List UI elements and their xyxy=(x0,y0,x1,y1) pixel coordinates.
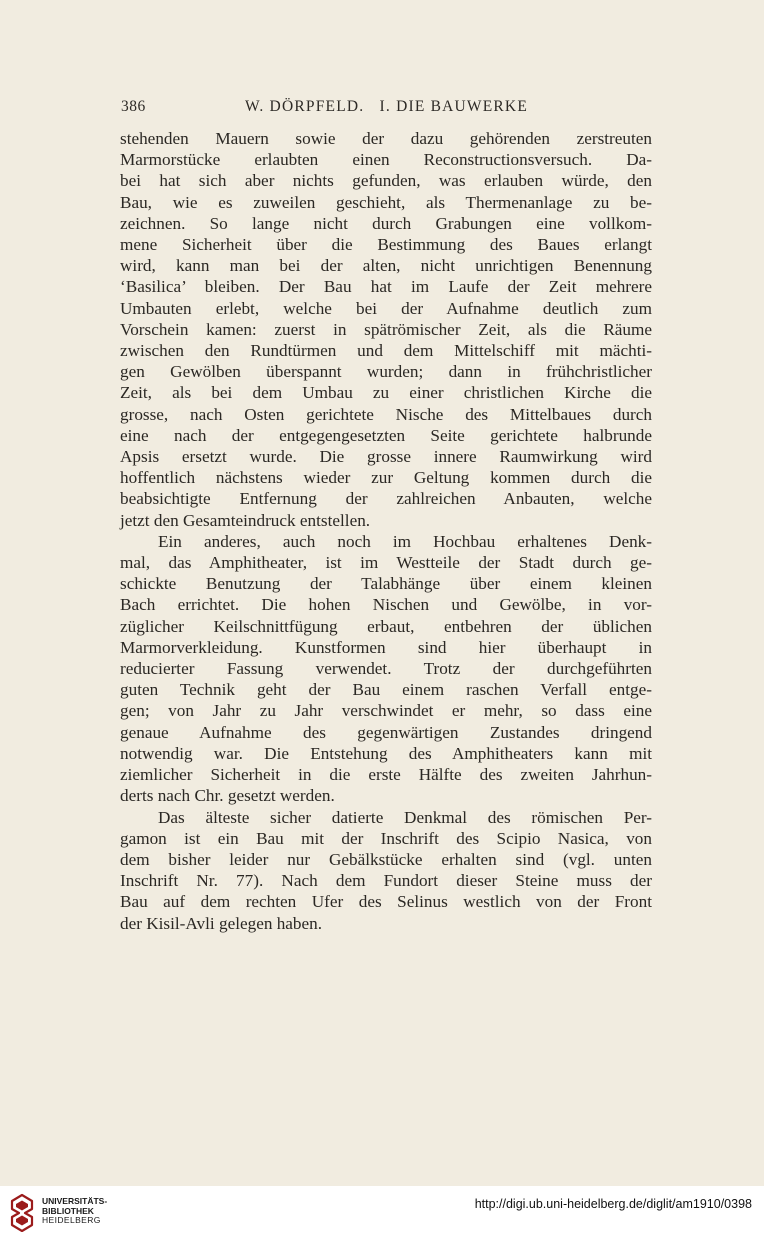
running-title: W. DÖRPFELD. I. DIE BAUWERKE xyxy=(245,98,528,115)
library-name-line-2: BIBLIOTHEK xyxy=(42,1205,94,1216)
text-line: Ein anderes, auch noch im Hochbau erhaltenes Denk- xyxy=(158,531,652,551)
text-line: stehenden Mauern sowie der dazu gehörenden zerstreuten xyxy=(120,129,652,148)
text-line: gen; von Jahr zu Jahr verschwindet er mehr, so dass eine xyxy=(120,701,652,721)
text-line: Bau, wie es zuweilen geschieht, als Thermenanlage zu be- xyxy=(120,192,652,212)
text-line: grosse, nach Osten gerichtete Nische des Mittelbaues durch xyxy=(120,404,652,424)
running-head xyxy=(121,98,653,120)
paragraph xyxy=(120,128,652,531)
text-line: der Kisil-Avli gelegen haben. xyxy=(120,913,323,933)
text-line: beabsichtigte Entfernung der zahlreichen Anbauten, welche xyxy=(120,489,652,509)
text-line: schickte Benutzung der Talabhänge über einem kleinen xyxy=(120,574,652,594)
text-line: jetzt den Gesamteindruck entstellen. xyxy=(120,510,371,530)
footer-bar xyxy=(0,1186,764,1241)
text-line: züglicher Keilschnittfügung erbaut, entbehren der üblichen xyxy=(120,616,652,636)
text-line: ziemlicher Sicherheit in die erste Hälfte des zweiten Jahrhun- xyxy=(120,765,652,785)
text-line: Umbauten erlebt, welche bei der Aufnahme deutlich zum xyxy=(120,298,652,318)
text-line: Zeit, als bei dem Umbau zu einer christlichen Kirche die xyxy=(120,383,652,403)
text-line: hoffentlich nächstens wieder zur Geltung kommen durch die xyxy=(120,468,652,488)
heidelberg-library-logo-icon[interactable] xyxy=(8,1192,36,1232)
text-line: Apsis ersetzt wurde. Die grosse innere Raumwirkung wird xyxy=(120,447,652,467)
text-line: reducierter Fassung verwendet. Trotz der durchgeführten xyxy=(120,659,652,679)
text-line: zeichnen. So lange nicht durch Grabungen eine vollkom- xyxy=(120,213,652,233)
library-name-line-3: HEIDELBERG xyxy=(42,1215,101,1225)
text-line: Inschrift Nr. 77). Nach dem Fundort dieser Steine muss der xyxy=(120,871,652,891)
text-line: Marmorverkleidung. Kunstformen sind hier überhaupt in xyxy=(120,637,652,657)
text-line: eine nach der entgegengesetzten Seite gerichtete halbrunde xyxy=(120,425,652,445)
text-line: mene Sicherheit über die Bestimmung des Baues erlangt xyxy=(120,235,652,255)
text-line: Bach errichtet. Die hohen Nischen und Gewölbe, in vor- xyxy=(120,595,652,615)
text-line: Das älteste sicher datierte Denkmal des römischen Per- xyxy=(158,807,652,827)
body-text xyxy=(120,128,652,934)
page-number: 386 xyxy=(121,98,146,115)
text-line: wird, kann man bei der alten, nicht unrichtigen Benennung xyxy=(120,256,652,276)
text-line: ‘Basilica’ bleiben. Der Bau hat im Laufe der Zeit mehrere xyxy=(120,277,652,297)
paragraph xyxy=(120,531,652,807)
text-line: dem bisher leider nur Gebälkstücke erhalten sind (vgl. unten xyxy=(120,849,652,869)
text-line: Bau auf dem rechten Ufer des Selinus westlich von der Front xyxy=(120,892,652,912)
text-line: genaue Aufnahme des gegenwärtigen Zustandes dringend xyxy=(120,722,652,742)
text-line: mal, das Amphitheater, ist im Westteile der Stadt durch ge- xyxy=(120,553,652,573)
text-line: Vorschein kamen: zuerst in spätrömischer Zeit, als die Räume xyxy=(120,319,652,339)
text-line: zwischen den Rundtürmen und dem Mittelschiff mit mächti- xyxy=(120,341,652,361)
text-line: derts nach Chr. gesetzt werden. xyxy=(120,786,335,806)
paragraph xyxy=(120,807,652,934)
library-name-line-1: UNIVERSITÄTS- xyxy=(42,1196,108,1206)
text-line: gen Gewölben überspannt wurden; dann in frühchristlicher xyxy=(120,362,652,382)
text-line: gamon ist ein Bau mit der Inschrift des Scipio Nasica, von xyxy=(120,828,652,848)
text-line: Marmorstücke erlaubten einen Reconstructionsversuch. Da- xyxy=(120,150,652,170)
text-line: notwendig war. Die Entstehung des Amphitheaters kann mit xyxy=(120,743,652,763)
library-name[interactable] xyxy=(42,1197,107,1226)
text-line: guten Technik geht der Bau einem raschen Verfall entge- xyxy=(120,680,652,700)
source-url-link[interactable]: http://digi.ub.uni-heidelberg.de/diglit/am1910/0398 xyxy=(474,1197,752,1211)
text-line: bei hat sich aber nichts gefunden, was erlauben würde, den xyxy=(120,171,652,191)
